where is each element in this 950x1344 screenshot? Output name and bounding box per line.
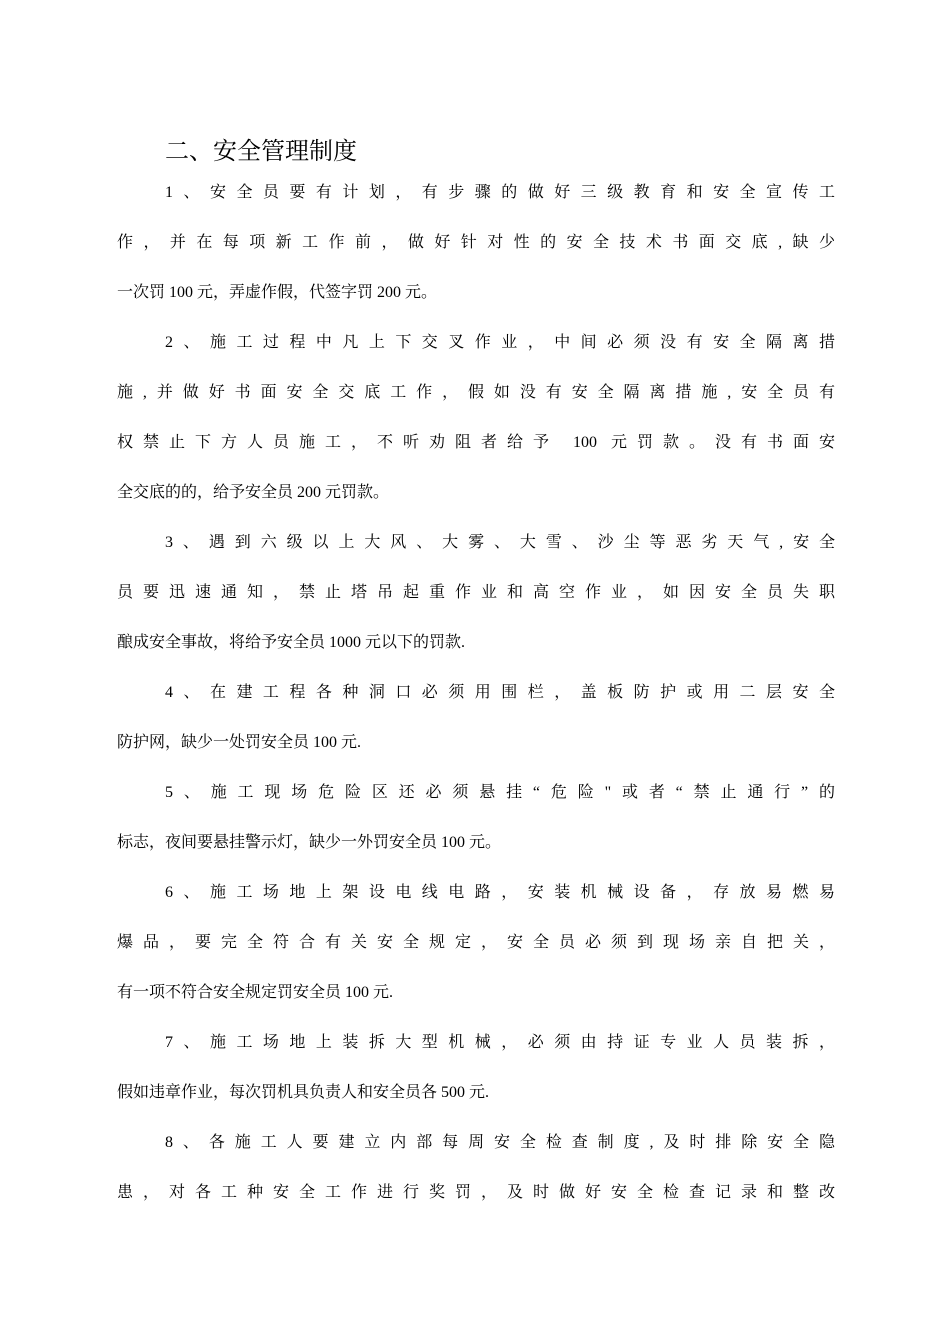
paragraph-line: 4、在建工程各种洞口必须用围栏，盖板防护或用二层安全	[165, 684, 835, 701]
document-body	[117, 128, 835, 1229]
section-heading: 二、安全管理制度	[165, 139, 357, 165]
paragraph-7	[117, 1029, 835, 1129]
paragraph-2	[117, 329, 835, 529]
paragraph-3	[117, 529, 835, 679]
paragraph-line: 5、施工现场危险区还必须悬挂“危险"或者“禁止通行”的	[165, 784, 835, 801]
paragraph-line: 爆品，要完全符合有关安全规定，安全员必须到现场亲自把关，	[117, 934, 835, 951]
paragraph-line: 员要迅速通知，禁止塔吊起重作业和高空作业，如因安全员失职	[117, 584, 835, 601]
paragraph-line: 患，对各工种安全工作进行奖罚，及时做好安全检查记录和整改	[117, 1184, 835, 1201]
paragraph-line: 全交底的的，给予安全员 200 元罚款。	[117, 484, 390, 501]
paragraph-6	[117, 879, 835, 1029]
paragraph-line: 7、施工场地上装拆大型机械，必须由持证专业人员装拆，	[165, 1034, 835, 1051]
paragraph-8	[117, 1129, 835, 1229]
paragraph-line: 酿成安全事故，将给予安全员 1000 元以下的罚款.	[117, 634, 466, 651]
paragraph-line: 1、安全员要有计划，有步骤的做好三级教育和安全宣传工	[165, 184, 835, 201]
paragraph-5	[117, 779, 835, 879]
paragraph-line: 3、遇到六级以上大风、大雾、大雪、沙尘等恶劣天气,安全	[165, 534, 835, 551]
paragraph-line: 8、各施工人要建立内部每周安全检查制度,及时排除安全隐	[165, 1134, 835, 1151]
paragraph-line: 一次罚 100 元，弄虚作假，代签字罚 200 元。	[117, 284, 438, 301]
paragraph-1	[117, 179, 835, 329]
paragraph-line: 有一项不符合安全规定罚安全员 100 元.	[117, 984, 394, 1001]
paragraph-line: 施,并做好书面安全交底工作，假如没有安全隔离措施,安全员有	[117, 384, 835, 401]
paragraph-line: 权禁止下方人员施工，不听劝阻者给予 100 元罚款。没有书面安	[117, 434, 835, 451]
paragraph-line: 标志，夜间要悬挂警示灯，缺少一外罚安全员 100 元。	[117, 834, 502, 851]
paragraph-line: 6、施工场地上架设电线电路，安装机械设备，存放易燃易	[165, 884, 835, 901]
paragraph-line: 假如违章作业，每次罚机具负责人和安全员各 500 元.	[117, 1084, 490, 1101]
paragraph-line: 防护网，缺少一处罚安全员 100 元.	[117, 734, 362, 751]
paragraph-line: 2、施工过程中凡上下交叉作业，中间必须没有安全隔离措	[165, 334, 835, 351]
paragraph-line: 作，并在每项新工作前，做好针对性的安全技术书面交底,缺少	[117, 234, 835, 251]
paragraph-4	[117, 679, 835, 779]
